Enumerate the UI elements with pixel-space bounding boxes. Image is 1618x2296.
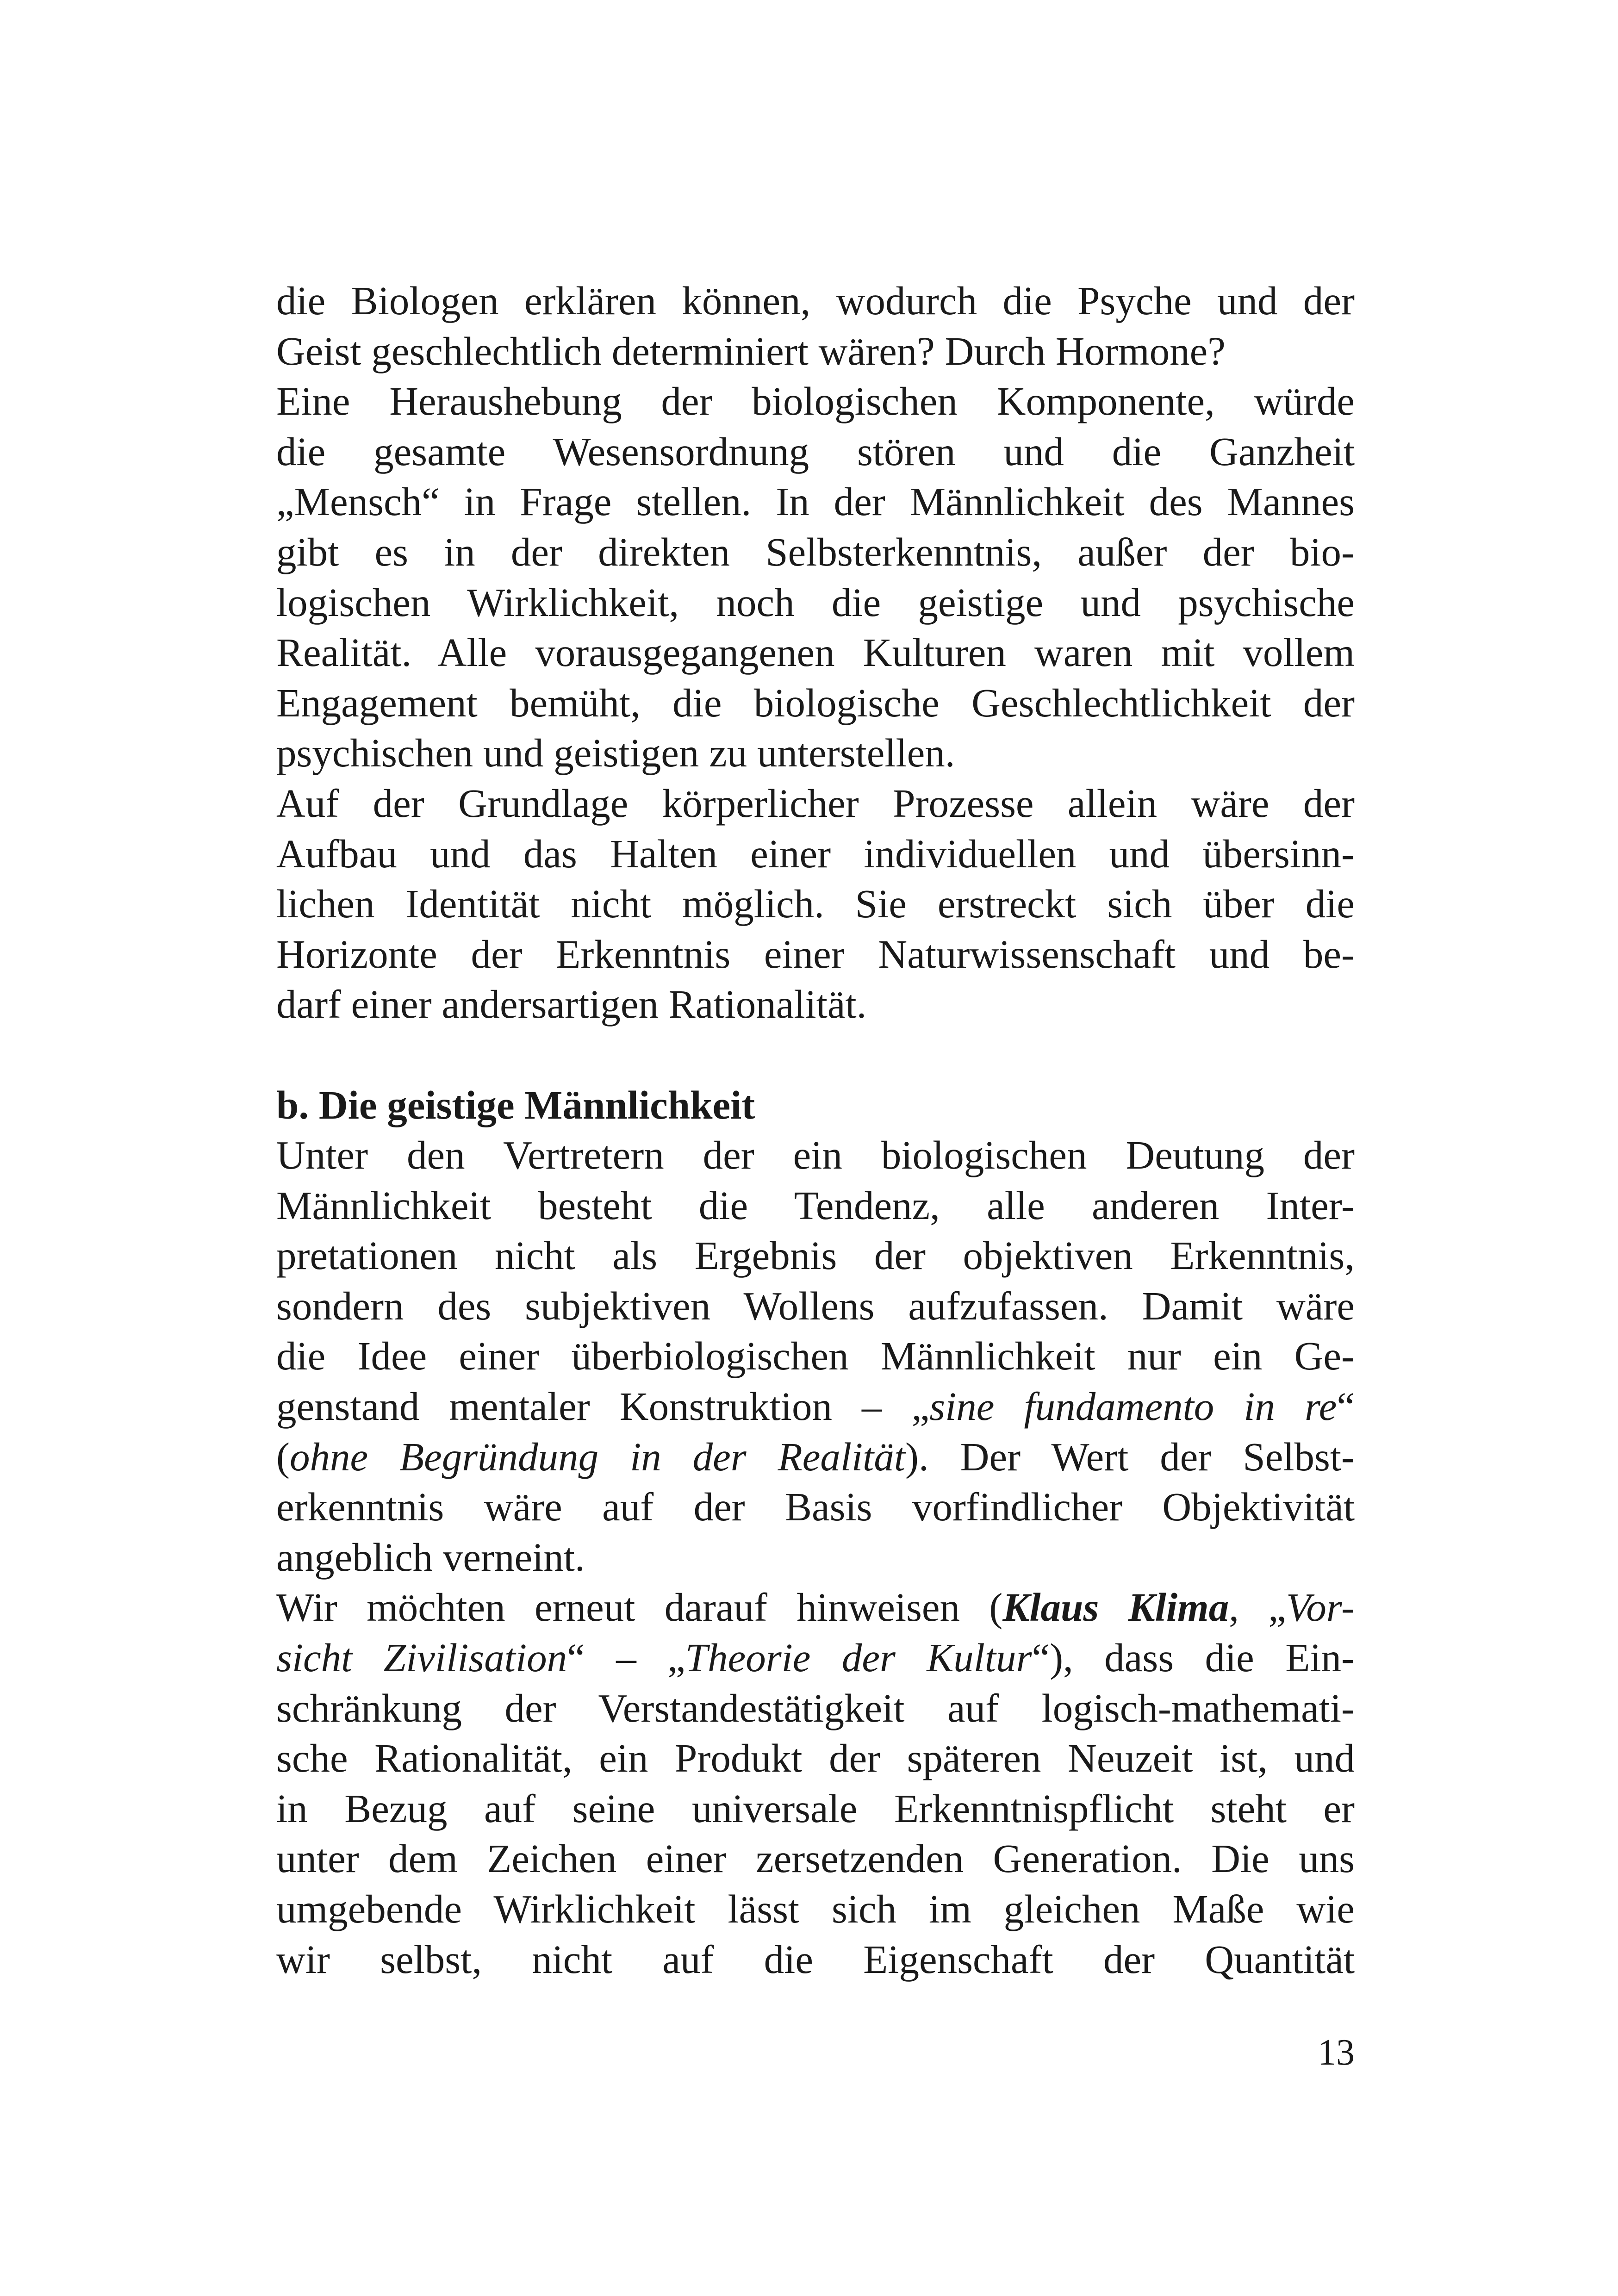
book-title: Theorie der Kultur — [685, 1635, 1032, 1680]
translation-italic: ohne Begründung in der Realität — [289, 1434, 906, 1479]
text-line-quote — [276, 1381, 1355, 1432]
text-run: Wir möchten erneut darauf hinweisen ( — [276, 1585, 1003, 1630]
text-line: wir selbst, nicht auf die Eigenschaft der Quantität — [276, 1936, 1355, 1982]
text-line: logischen Wirklichkeit, noch die geistige und psychische — [276, 579, 1355, 625]
text-line-translation — [276, 1432, 1355, 1482]
text-line: sondern des subjektiven Wollens aufzufassen. Damit wäre — [276, 1283, 1355, 1328]
body-text — [276, 276, 1355, 1985]
text-line: psychischen und geistigen zu unterstellen. — [276, 730, 955, 776]
paragraph-gap — [276, 1030, 1355, 1080]
book-title: sicht Zivilisation — [276, 1635, 567, 1680]
latin-quote: sine fundamento in re — [929, 1384, 1337, 1429]
text-line: lichen Identität nicht möglich. Sie erstreckt sich über die — [276, 881, 1355, 927]
text-line: Aufbau und das Halten einer individuellen und übersinn- — [276, 831, 1355, 876]
text-run: “ – „ — [567, 1635, 685, 1680]
text-line: umgebende Wirklichkeit lässt sich im gleichen Maße wie — [276, 1886, 1355, 1931]
text-line: Engagement bemüht, die biologische Geschlechtlichkeit der — [276, 680, 1355, 725]
text-line: darf einer andersartigen Rationalität. — [276, 982, 867, 1027]
section-heading: b. Die geistige Männlichkeit — [276, 1082, 755, 1127]
text-line: Unter den Vertretern der ein biologischen Deutung der — [276, 1132, 1355, 1178]
text-line: die gesamte Wesensordnung stören und die Ganzheit — [276, 429, 1355, 474]
text-line: unter dem Zeichen einer zersetzenden Generation. Die uns — [276, 1836, 1355, 1881]
text-line: Horizonte der Erkenntnis einer Naturwissenschaft und be- — [276, 931, 1355, 977]
text-line: in Bezug auf seine universale Erkenntnispflicht steht er — [276, 1786, 1355, 1831]
text-line: angeblich verneint. — [276, 1534, 585, 1580]
text-line: gibt es in der direkten Selbsterkenntnis, außer der bio- — [276, 529, 1355, 574]
text-line: die Biologen erklären können, wodurch die Psyche und der — [276, 278, 1355, 323]
text-line-reference — [276, 1582, 1355, 1633]
text-line: Männlichkeit besteht die Tendenz, alle anderen Inter- — [276, 1182, 1355, 1228]
text-run: ). Der Wert der Selbst- — [905, 1434, 1355, 1479]
text-line: sche Rationalität, ein Produkt der späteren Neuzeit ist, und — [276, 1736, 1355, 1781]
page-number: 13 — [1318, 2032, 1355, 2073]
text-line: erkenntnis wäre auf der Basis vorfindlicher Objektivität — [276, 1484, 1355, 1530]
text-line: die Idee einer überbiologischen Männlichkeit nur ein Ge- — [276, 1333, 1355, 1379]
text-line: pretationen nicht als Ergebnis der objektiven Erkenntnis, — [276, 1233, 1355, 1278]
text-line: „Mensch“ in Frage stellen. In der Männlichkeit des Mannes — [276, 479, 1355, 524]
text-run: , „ — [1229, 1585, 1286, 1630]
author-name: Klaus Klima — [1002, 1585, 1229, 1630]
text-run: “), dass die Ein- — [1032, 1635, 1355, 1680]
text-run: ( — [276, 1434, 290, 1479]
text-line: Auf der Grundlage körperlicher Prozesse allein wäre der — [276, 780, 1355, 826]
text-line-reference — [276, 1633, 1355, 1683]
text-line: Geist geschlechtlich determiniert wären? Durch Hormone? — [276, 328, 1226, 373]
text-line: Realität. Alle vorausgegangenen Kulturen waren mit vollem — [276, 630, 1355, 675]
text-run: “ — [1337, 1384, 1355, 1429]
text-line: schränkung der Verstandestätigkeit auf logisch-mathemati- — [276, 1685, 1355, 1730]
text-line: Eine Heraushebung der biologischen Komponente, würde — [276, 379, 1355, 424]
text-run: genstand mentaler Konstruktion – „ — [276, 1384, 930, 1429]
book-title: Vor- — [1286, 1585, 1355, 1630]
